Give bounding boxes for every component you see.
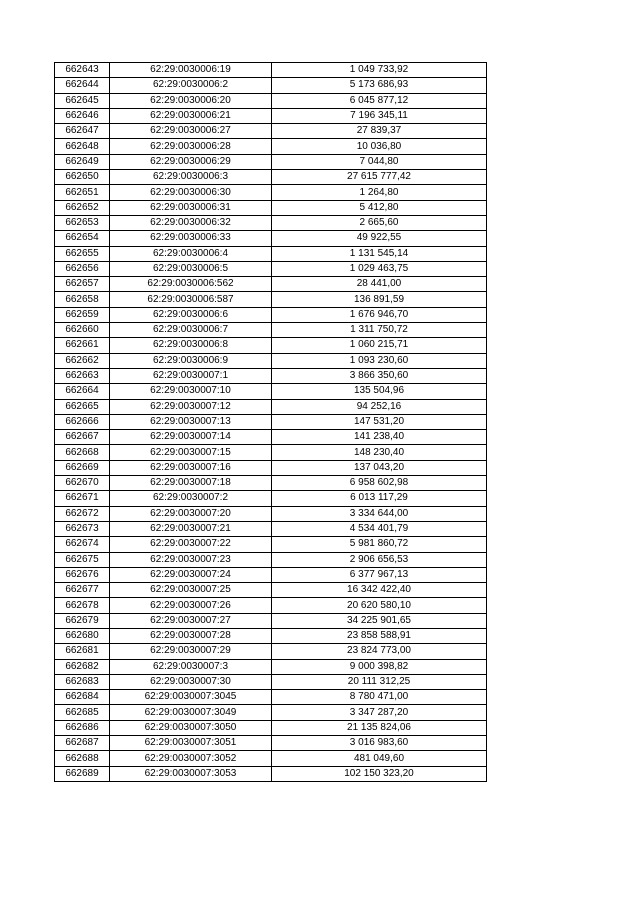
- table-row: [55, 292, 487, 307]
- table-row: [55, 139, 487, 154]
- table-row: [55, 185, 487, 200]
- cadastral-number-cell: 62:29:0030007:3049: [110, 705, 272, 720]
- row-id-cell: 662650: [55, 170, 110, 185]
- row-id-cell: 662674: [55, 537, 110, 552]
- table-row: [55, 583, 487, 598]
- table-row: [55, 751, 487, 766]
- cadastral-number-cell: 62:29:0030006:4: [110, 246, 272, 261]
- table-row: [55, 628, 487, 643]
- value-cell: 1 049 733,92: [272, 63, 487, 78]
- table-row: [55, 460, 487, 475]
- value-cell: 1 676 946,70: [272, 307, 487, 322]
- value-cell: 10 036,80: [272, 139, 487, 154]
- table-body: [55, 63, 487, 782]
- cadastral-number-cell: 62:29:0030006:28: [110, 139, 272, 154]
- cadastral-number-cell: 62:29:0030007:25: [110, 583, 272, 598]
- table-row: [55, 766, 487, 781]
- row-id-cell: 662679: [55, 613, 110, 628]
- value-cell: 9 000 398,82: [272, 659, 487, 674]
- table-row: [55, 445, 487, 460]
- row-id-cell: 662646: [55, 108, 110, 123]
- value-cell: 1 029 463,75: [272, 261, 487, 276]
- value-cell: 1 060 215,71: [272, 338, 487, 353]
- row-id-cell: 662644: [55, 78, 110, 93]
- value-cell: 137 043,20: [272, 460, 487, 475]
- cadastral-number-cell: 62:29:0030007:3045: [110, 690, 272, 705]
- table-row: [55, 307, 487, 322]
- row-id-cell: 662689: [55, 766, 110, 781]
- value-cell: 27 615 777,42: [272, 170, 487, 185]
- data-table: [54, 62, 487, 782]
- cadastral-number-cell: 62:29:0030007:3051: [110, 736, 272, 751]
- value-cell: 28 441,00: [272, 277, 487, 292]
- table-row: [55, 720, 487, 735]
- value-cell: 2 665,60: [272, 215, 487, 230]
- cadastral-number-cell: 62:29:0030007:3052: [110, 751, 272, 766]
- cadastral-number-cell: 62:29:0030006:2: [110, 78, 272, 93]
- row-id-cell: 662657: [55, 277, 110, 292]
- value-cell: 5 173 686,93: [272, 78, 487, 93]
- table-row: [55, 124, 487, 139]
- row-id-cell: 662648: [55, 139, 110, 154]
- table-row: [55, 705, 487, 720]
- value-cell: 141 238,40: [272, 430, 487, 445]
- row-id-cell: 662684: [55, 690, 110, 705]
- table-row: [55, 736, 487, 751]
- cadastral-number-cell: 62:29:0030007:30: [110, 674, 272, 689]
- row-id-cell: 662682: [55, 659, 110, 674]
- table-row: [55, 399, 487, 414]
- cadastral-number-cell: 62:29:0030006:562: [110, 277, 272, 292]
- cadastral-number-cell: 62:29:0030007:26: [110, 598, 272, 613]
- row-id-cell: 662654: [55, 231, 110, 246]
- cadastral-number-cell: 62:29:0030007:23: [110, 552, 272, 567]
- table-row: [55, 170, 487, 185]
- value-cell: 1 093 230,60: [272, 353, 487, 368]
- table-row: [55, 93, 487, 108]
- row-id-cell: 662685: [55, 705, 110, 720]
- cadastral-number-cell: 62:29:0030006:29: [110, 154, 272, 169]
- table-row: [55, 644, 487, 659]
- row-id-cell: 662668: [55, 445, 110, 460]
- table-row: [55, 384, 487, 399]
- value-cell: 1 131 545,14: [272, 246, 487, 261]
- table-row: [55, 154, 487, 169]
- table-row: [55, 613, 487, 628]
- row-id-cell: 662649: [55, 154, 110, 169]
- row-id-cell: 662688: [55, 751, 110, 766]
- row-id-cell: 662671: [55, 491, 110, 506]
- cadastral-number-cell: 62:29:0030007:21: [110, 521, 272, 536]
- row-id-cell: 662676: [55, 567, 110, 582]
- table-row: [55, 368, 487, 383]
- row-id-cell: 662652: [55, 200, 110, 215]
- row-id-cell: 662666: [55, 414, 110, 429]
- value-cell: 6 045 877,12: [272, 93, 487, 108]
- row-id-cell: 662643: [55, 63, 110, 78]
- cadastral-number-cell: 62:29:0030007:12: [110, 399, 272, 414]
- row-id-cell: 662670: [55, 476, 110, 491]
- cadastral-number-cell: 62:29:0030007:27: [110, 613, 272, 628]
- value-cell: 20 620 580,10: [272, 598, 487, 613]
- cadastral-number-cell: 62:29:0030006:3: [110, 170, 272, 185]
- cadastral-number-cell: 62:29:0030007:24: [110, 567, 272, 582]
- cadastral-number-cell: 62:29:0030007:2: [110, 491, 272, 506]
- table-row: [55, 598, 487, 613]
- table-row: [55, 430, 487, 445]
- cadastral-number-cell: 62:29:0030006:32: [110, 215, 272, 230]
- cadastral-number-cell: 62:29:0030007:22: [110, 537, 272, 552]
- value-cell: 5 412,80: [272, 200, 487, 215]
- cadastral-number-cell: 62:29:0030006:7: [110, 323, 272, 338]
- cadastral-number-cell: 62:29:0030006:21: [110, 108, 272, 123]
- row-id-cell: 662659: [55, 307, 110, 322]
- cadastral-number-cell: 62:29:0030006:5: [110, 261, 272, 276]
- row-id-cell: 662673: [55, 521, 110, 536]
- cadastral-number-cell: 62:29:0030006:9: [110, 353, 272, 368]
- value-cell: 5 981 860,72: [272, 537, 487, 552]
- value-cell: 1 264,80: [272, 185, 487, 200]
- row-id-cell: 662658: [55, 292, 110, 307]
- table-row: [55, 63, 487, 78]
- row-id-cell: 662669: [55, 460, 110, 475]
- value-cell: 3 016 983,60: [272, 736, 487, 751]
- table-row: [55, 108, 487, 123]
- value-cell: 3 347 287,20: [272, 705, 487, 720]
- cadastral-number-cell: 62:29:0030007:3050: [110, 720, 272, 735]
- row-id-cell: 662664: [55, 384, 110, 399]
- value-cell: 2 906 656,53: [272, 552, 487, 567]
- row-id-cell: 662683: [55, 674, 110, 689]
- table-row: [55, 690, 487, 705]
- row-id-cell: 662681: [55, 644, 110, 659]
- row-id-cell: 662678: [55, 598, 110, 613]
- value-cell: 20 111 312,25: [272, 674, 487, 689]
- cadastral-number-cell: 62:29:0030007:28: [110, 628, 272, 643]
- row-id-cell: 662661: [55, 338, 110, 353]
- row-id-cell: 662647: [55, 124, 110, 139]
- value-cell: 34 225 901,65: [272, 613, 487, 628]
- table-row: [55, 323, 487, 338]
- table-row: [55, 674, 487, 689]
- cadastral-number-cell: 62:29:0030007:13: [110, 414, 272, 429]
- value-cell: 136 891,59: [272, 292, 487, 307]
- row-id-cell: 662651: [55, 185, 110, 200]
- cadastral-number-cell: 62:29:0030006:19: [110, 63, 272, 78]
- value-cell: 49 922,55: [272, 231, 487, 246]
- cadastral-number-cell: 62:29:0030007:3: [110, 659, 272, 674]
- table-row: [55, 353, 487, 368]
- table-row: [55, 567, 487, 582]
- row-id-cell: 662662: [55, 353, 110, 368]
- row-id-cell: 662687: [55, 736, 110, 751]
- cadastral-number-cell: 62:29:0030007:18: [110, 476, 272, 491]
- table-row: [55, 506, 487, 521]
- table-row: [55, 261, 487, 276]
- row-id-cell: 662663: [55, 368, 110, 383]
- value-cell: 481 049,60: [272, 751, 487, 766]
- table-row: [55, 215, 487, 230]
- cadastral-number-cell: 62:29:0030006:30: [110, 185, 272, 200]
- table-row: [55, 521, 487, 536]
- value-cell: 21 135 824,06: [272, 720, 487, 735]
- value-cell: 135 504,96: [272, 384, 487, 399]
- table-row: [55, 200, 487, 215]
- cadastral-number-cell: 62:29:0030007:15: [110, 445, 272, 460]
- cadastral-number-cell: 62:29:0030006:27: [110, 124, 272, 139]
- row-id-cell: 662680: [55, 628, 110, 643]
- value-cell: 148 230,40: [272, 445, 487, 460]
- value-cell: 4 534 401,79: [272, 521, 487, 536]
- table-row: [55, 277, 487, 292]
- cadastral-number-cell: 62:29:0030007:16: [110, 460, 272, 475]
- value-cell: 8 780 471,00: [272, 690, 487, 705]
- cadastral-number-cell: 62:29:0030007:1: [110, 368, 272, 383]
- value-cell: 3 334 644,00: [272, 506, 487, 521]
- cadastral-number-cell: 62:29:0030007:29: [110, 644, 272, 659]
- value-cell: 6 377 967,13: [272, 567, 487, 582]
- table-row: [55, 552, 487, 567]
- cadastral-number-cell: 62:29:0030006:31: [110, 200, 272, 215]
- table-row: [55, 491, 487, 506]
- cadastral-number-cell: 62:29:0030007:14: [110, 430, 272, 445]
- cadastral-number-cell: 62:29:0030007:20: [110, 506, 272, 521]
- row-id-cell: 662677: [55, 583, 110, 598]
- cadastral-number-cell: 62:29:0030007:3053: [110, 766, 272, 781]
- value-cell: 7 044,80: [272, 154, 487, 169]
- value-cell: 23 824 773,00: [272, 644, 487, 659]
- row-id-cell: 662645: [55, 93, 110, 108]
- value-cell: 6 958 602,98: [272, 476, 487, 491]
- cadastral-number-cell: 62:29:0030006:8: [110, 338, 272, 353]
- value-cell: 16 342 422,40: [272, 583, 487, 598]
- value-cell: 6 013 117,29: [272, 491, 487, 506]
- value-cell: 23 858 588,91: [272, 628, 487, 643]
- table-row: [55, 414, 487, 429]
- table-row: [55, 78, 487, 93]
- value-cell: 7 196 345,11: [272, 108, 487, 123]
- row-id-cell: 662672: [55, 506, 110, 521]
- table-row: [55, 537, 487, 552]
- table-row: [55, 659, 487, 674]
- value-cell: 3 866 350,60: [272, 368, 487, 383]
- cadastral-number-cell: 62:29:0030006:587: [110, 292, 272, 307]
- value-cell: 147 531,20: [272, 414, 487, 429]
- cadastral-number-cell: 62:29:0030006:6: [110, 307, 272, 322]
- table-row: [55, 231, 487, 246]
- row-id-cell: 662655: [55, 246, 110, 261]
- table-row: [55, 476, 487, 491]
- value-cell: 102 150 323,20: [272, 766, 487, 781]
- cadastral-number-cell: 62:29:0030007:10: [110, 384, 272, 399]
- row-id-cell: 662686: [55, 720, 110, 735]
- row-id-cell: 662653: [55, 215, 110, 230]
- cadastral-number-cell: 62:29:0030006:33: [110, 231, 272, 246]
- table-row: [55, 338, 487, 353]
- row-id-cell: 662667: [55, 430, 110, 445]
- value-cell: 94 252,16: [272, 399, 487, 414]
- value-cell: 27 839,37: [272, 124, 487, 139]
- row-id-cell: 662660: [55, 323, 110, 338]
- value-cell: 1 311 750,72: [272, 323, 487, 338]
- row-id-cell: 662675: [55, 552, 110, 567]
- row-id-cell: 662665: [55, 399, 110, 414]
- table-row: [55, 246, 487, 261]
- row-id-cell: 662656: [55, 261, 110, 276]
- cadastral-number-cell: 62:29:0030006:20: [110, 93, 272, 108]
